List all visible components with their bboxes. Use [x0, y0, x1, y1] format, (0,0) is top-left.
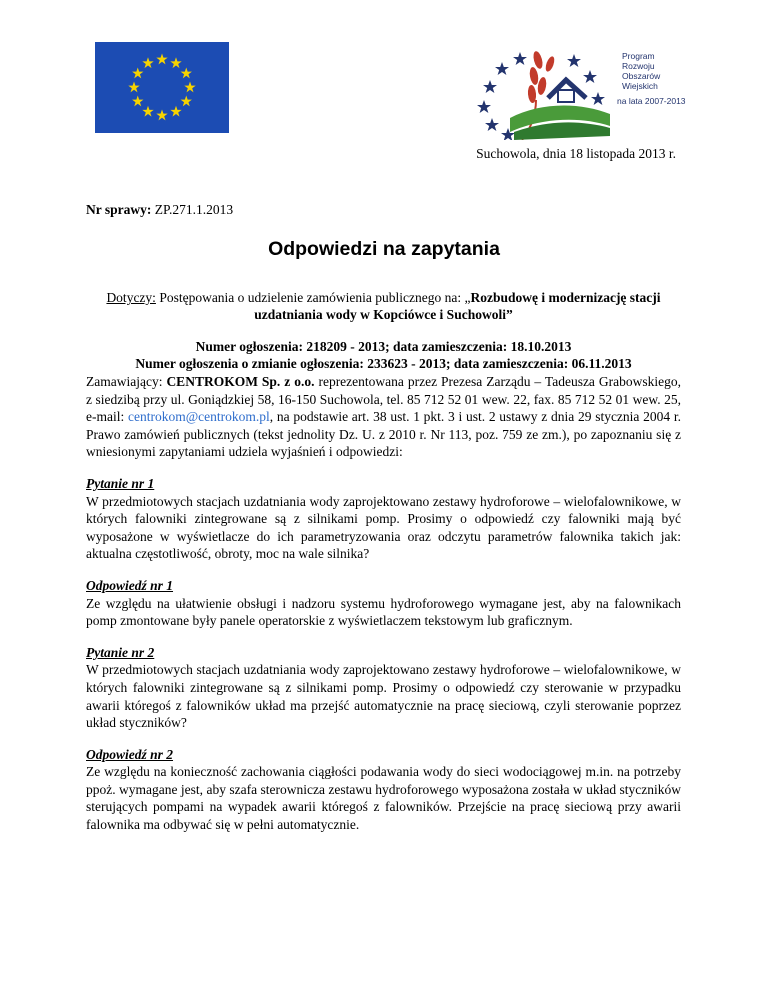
- case-label: Nr sprawy:: [86, 202, 152, 217]
- notice-line2: Numer ogłoszenia o zmianie ogłoszenia: 233623 - 2013; data zamieszczenia: 06.11.2013: [135, 356, 632, 371]
- prow-line3: Obszarów: [622, 71, 661, 81]
- eu-stars-icon: [95, 42, 229, 133]
- subject-label: Dotyczy:: [106, 290, 156, 305]
- question-2-text: W przedmiotowych stacjach uzdatniania wody zaprojektowano zestawy hydroforowe – wielofalownikowe, w których falowniki zintegrowane są z silnikami pomp. Prosimy o odpowiedź czy sterowanie w przypadku awarii któregoś z falowników układ ma przejść automatycznie na pracę sieciową, czyli sterowanie poprzez układ styczników?: [86, 662, 681, 731]
- eu-star-icon: [170, 57, 181, 68]
- notice-line1: Numer ogłoszenia: 218209 - 2013; data zamieszczenia: 18.10.2013: [195, 339, 572, 354]
- answer-2-title: Odpowiedź nr 2: [86, 746, 174, 762]
- eu-flag-logo: [95, 42, 229, 133]
- subject: [86, 289, 681, 323]
- case-number: [86, 202, 233, 218]
- prow-line4: Wiejskich: [622, 81, 658, 91]
- case-value: ZP.271.1.2013: [154, 202, 234, 217]
- eu-star-icon: [132, 96, 143, 107]
- prow-line1: Program: [622, 51, 655, 61]
- eu-star-icon: [156, 54, 167, 65]
- question-1-text: W przedmiotowych stacjach uzdatniania wody zaprojektowano zestawy hydroforowe – wielofalownikowe, w których falowniki zintegrowane są z silnikami pomp. Prosimy o odpowiedź czy falowniki mają być wyposażone w wyświetlacze do ich parametryzowania oraz odczytu parametrów falownika takich jak: aktualna częstotliwość, obroty, moc na wale silnika?: [86, 493, 681, 562]
- subject-text: Postępowania o udzielenie zamówienia publicznego na: „: [159, 290, 471, 305]
- prow-logo-text: [622, 51, 660, 91]
- answer-2: [86, 746, 681, 834]
- answer-1: [86, 577, 681, 630]
- answer-1-text: Ze względu na ułatwienie obsługi i nadzoru systemu hydroforowego wymagane jest, aby na falownikach pomp zmontowane były panele operatorskie z wyświetlaczem tekstowym lub graficznym.: [86, 595, 681, 629]
- answer-2-text: Ze względu na konieczność zachowania ciągłości podawania wody do sieci wodociągowej m.in. na potrzeby ppoż. wymagane jest, aby szafa sterownicza zestawu hydroforowego wyposażona została w układ styczników sterujących pompami na wypadek awarii któregoś z falowników. Przejście na pracę sieciową przy awarii falownika ma odbywać się w pełni automatycznie.: [86, 764, 681, 833]
- intro-paragraph: [86, 373, 681, 461]
- question-1: [86, 475, 681, 563]
- eu-star-icon: [170, 106, 181, 117]
- prow-line2: Rozwoju: [622, 61, 655, 71]
- prow-emblem-icon: [470, 40, 620, 140]
- answer-1-title: Odpowiedź nr 1: [86, 577, 174, 593]
- notices: [86, 338, 681, 372]
- question-2-title: Pytanie nr 2: [86, 644, 155, 660]
- intro-part1: Zamawiający:: [86, 374, 167, 389]
- subject-bold: Rozbudowę i modernizację stacji uzdatniania wody w Kopciówce i Suchowoli”: [254, 290, 661, 322]
- prow-years: na lata 2007-2013: [617, 96, 686, 106]
- email-link[interactable]: centrokom@centrokom.pl: [127, 409, 270, 425]
- eu-star-icon: [181, 96, 192, 107]
- eu-star-icon: [142, 57, 153, 68]
- question-1-title: Pytanie nr 1: [86, 475, 155, 491]
- prow-logo: [470, 40, 686, 140]
- eu-star-icon: [142, 106, 153, 117]
- eu-star-icon: [181, 68, 192, 79]
- eu-star-icon: [128, 82, 139, 93]
- eu-star-icon: [184, 82, 195, 93]
- intro-company: CENTROKOM Sp. z o.o.: [166, 374, 315, 389]
- document-body: [86, 373, 681, 848]
- question-2: [86, 644, 681, 732]
- date-line: Suchowola, dnia 18 listopada 2013 r.: [476, 146, 676, 161]
- eu-star-icon: [132, 68, 143, 79]
- eu-star-icon: [156, 110, 167, 121]
- intro-part3: , na podstawie art. 38 ust. 1 pkt. 3 i ust. 2 ustawy z dnia 29 stycznia 2004 r. Prawo zamówień publicznych (tekst jednolity Dz. U. z 2010 r. Nr 113, poz. 759 ze zm.), po zapoznaniu się z wniesionymi zapytaniami udziela wyjaśnień i odpowiedzi:: [86, 409, 681, 460]
- page-title: Odpowiedzi na zapytania: [268, 238, 500, 260]
- intro-part2: reprezentowana przez Prezesa Zarządu – Tadeusza Grabowskiego, z siedzibą przy ul. Goniądzkiej 58, 16-150 Suchowola, tel. 85 712 52 01 wew. 22, fax. 85 712 52 01 wew. 25, e-mail:: [86, 374, 682, 425]
